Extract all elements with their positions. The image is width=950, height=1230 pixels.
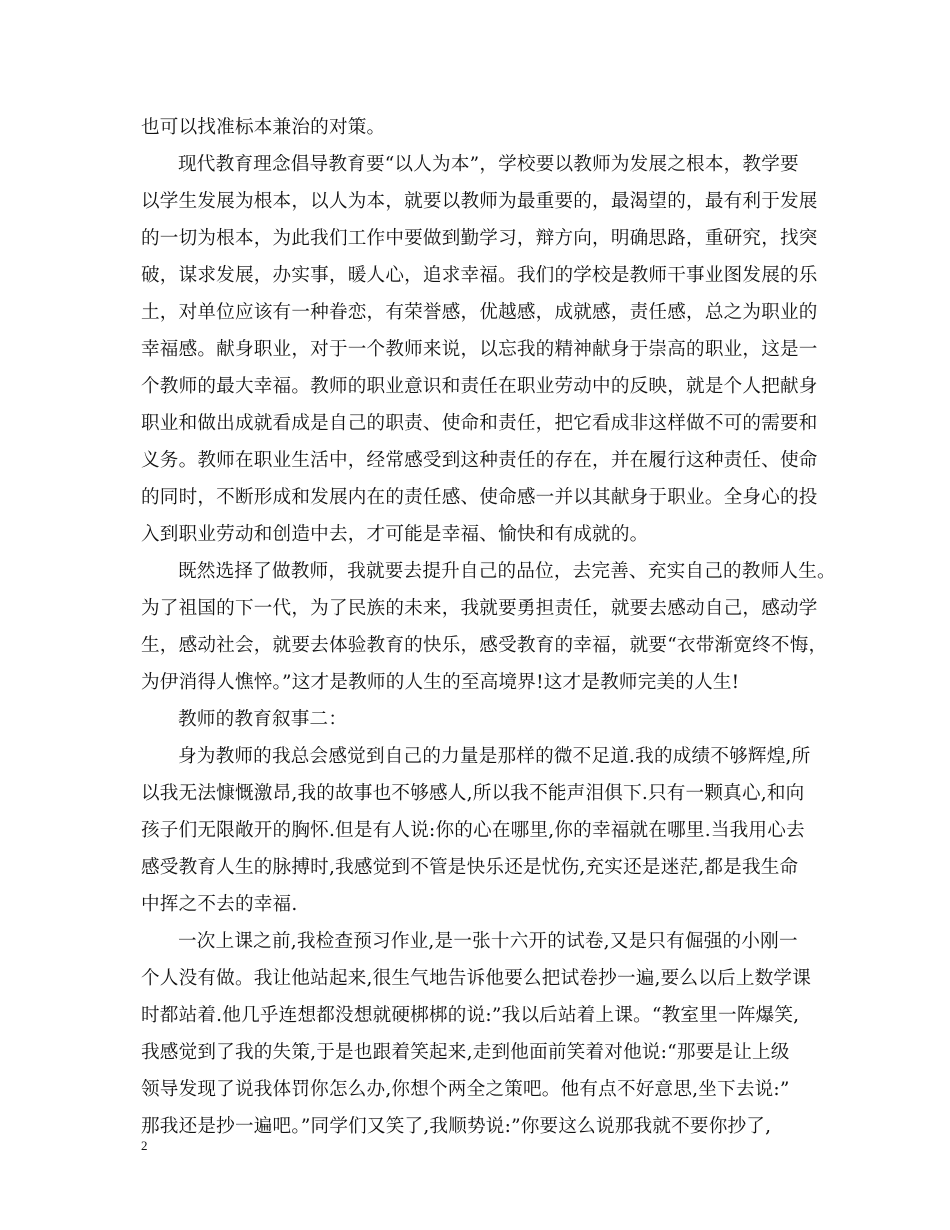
text-line: 现代教育理念倡导教育要“以人为本”，学校要以教师为发展之根本，教学要 (178, 154, 799, 175)
section-heading: 教师的教育叙事二： (178, 709, 348, 730)
text-line: 生，感动社会，就要去体验教育的快乐，感受教育的幸福，就要“衣带渐宽终不悔， (141, 635, 828, 656)
text-line: 孩子们无限敞开的胸怀.但是有人说:你的心在哪里,你的幸福就在哪里.当我用心去 (141, 820, 805, 841)
text-line: 土，对单位应该有一种眷恋，有荣誉感，优越感，成就感，责任感，总之为职业的 (141, 302, 818, 323)
text-line: 既然选择了做教师，我就要去提升自己的品位，去完善、充实自己的教师人生。 (178, 561, 836, 582)
text-line: 义务。教师在职业生活中，经常感受到这种责任的存在，并在履行这种责任、使命 (141, 450, 818, 471)
text-line: 感受教育人生的脉搏时,我感觉到不管是快乐还是忧伤,充实还是迷茫,都是我生命 (141, 857, 799, 878)
text-line: 入到职业劳动和创造中去，才可能是幸福、愉快和有成就的。 (141, 524, 649, 545)
text-line: 职业和做出成就看成是自己的职责、使命和责任，把它看成非这样做不可的需要和 (141, 413, 818, 434)
text-line: 一次上课之前,我检查预习作业,是一张十六开的试卷,又是只有倔强的小刚一 (178, 931, 798, 952)
text-line: 为了祖国的下一代，为了民族的未来，我就要勇担责任，就要去感动自己，感动学 (141, 598, 818, 619)
text-line: 个人没有做。我让他站起来,很生气地告诉他要么把试卷抄一遍,要么以后上数学课 (141, 968, 812, 989)
text-line: 个教师的最大幸福。教师的职业意识和责任在职业劳动中的反映，就是个人把献身 (141, 376, 818, 397)
text-line: 的一切为根本，为此我们工作中要做到勤学习，辩方向，明确思路，重研究，找突 (141, 228, 818, 249)
text-line: 我感觉到了我的失策,于是也跟着笑起来,走到他面前笑着对他说:“那要是让上级 (141, 1042, 790, 1063)
text-line: 的同时，不断形成和发展内在的责任感、使命感一并以其献身于职业。全身心的投 (141, 487, 818, 508)
text-line: 时都站着.他几乎连想都没想就硬梆梆的说:”我以后站着上课。“教室里一阵爆笑, (141, 1005, 800, 1026)
text-line: 中挥之不去的幸福. (141, 894, 298, 915)
text-line: 身为教师的我总会感觉到自己的力量是那样的微不足道.我的成绩不够辉煌,所 (178, 746, 811, 767)
text-line: 以我无法慷慨激昂,我的故事也不够感人,所以我不能声泪俱下.只有一颗真心,和向 (141, 783, 805, 804)
text-line: 也可以找准标本兼治的对策。 (141, 117, 386, 138)
text-line: 破，谋求发展，办实事，暖人心，追求幸福。我们的学校是教师干事业图发展的乐 (141, 265, 818, 286)
text-line: 领导发现了说我体罚你怎么办,你想个两全之策吧。他有点不好意思,坐下去说:” (141, 1079, 790, 1100)
text-line: 以学生发展为根本，以人为本，就要以教师为最重要的，最渴望的，最有利于发展 (141, 191, 818, 212)
text-line: 为伊消得人憔悴。”这才是教师的人生的至高境界!这才是教师完美的人生! (141, 672, 740, 693)
text-line: 那我还是抄一遍吧。”同学们又笑了,我顺势说:”你要这么说那我就不要你抄了, (141, 1116, 772, 1137)
text-line: 幸福感。献身职业，对于一个教师来说，以忘我的精神献身于崇高的职业，这是一 (141, 339, 818, 360)
page-number: 2 (141, 1138, 148, 1153)
